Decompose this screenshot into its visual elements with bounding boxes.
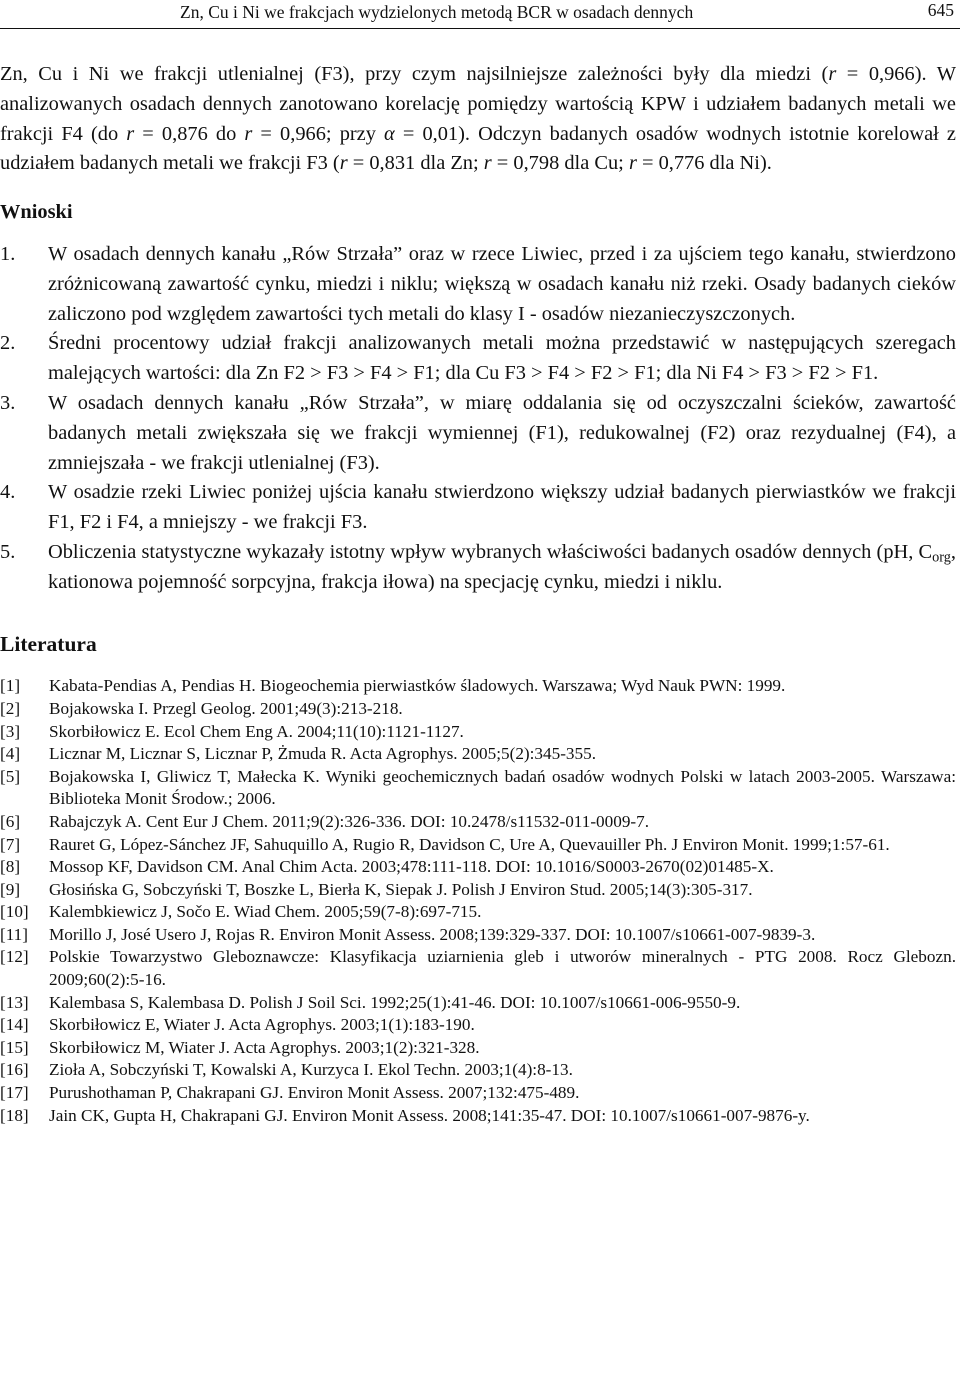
reference-item [0,698,956,721]
reference-text: Kalembkiewicz J, Sočo E. Wiad Chem. 2005;59(7-8):697-715. [49,902,482,922]
reference-number: [11] [0,924,28,944]
reference-item [0,811,956,834]
symbol-r: r [483,152,492,175]
reference-item [0,721,956,744]
reference-item [0,1037,956,1060]
reference-item [0,901,956,924]
reference-number: [7] [0,834,21,854]
intro-text-4: = 0,966; przy [252,122,385,145]
reference-number: [1] [0,676,21,696]
intro-text-6: = 0,831 dla Zn; [347,152,484,175]
reference-number: [10] [0,902,29,922]
intro-text-8: = 0,776 dla Ni). [636,152,772,175]
reference-text: Mossop KF, Davidson CM. Anal Chim Acta. 2003;478:111-118. DOI: 10.1016/S0003-2670(02)01485-X. [49,857,774,877]
reference-item [0,879,956,902]
reference-text: Kabata-Pendias A, Pendias H. Biogeochemia pierwiastków śladowych. Warszawa; Wyd Nauk PWN: 1999. [49,676,786,696]
reference-number: [9] [0,879,21,899]
reference-text: Kalembasa S, Kalembasa D. Polish J Soil Sci. 1992;25(1):41-46. DOI: 10.1007/s10661-006-9550-9. [49,992,741,1012]
symbol-r: r [339,152,348,175]
reference-number: [14] [0,1015,29,1035]
symbol-r: r [828,63,837,85]
symbol-r: r [244,122,253,145]
conclusion-number: 4. [0,481,16,504]
conclusion-number: 5. [0,540,16,563]
conclusion-text: Średni procentowy udział frakcji analizowanych metali można przedstawić w następujących szeregach malejących wartości: dla Zn F2 > F3 > F4 > F1; dla Cu F3 > F4 > F2 > F1; dla Ni F4 > F3 > F2 > F1. [48,332,956,385]
reference-item [0,1105,956,1128]
reference-text: Bojakowska I, Gliwicz T, Małecka K. Wyniki geochemicznych badań osadów wodnych Polski w latach 2003-2005. Warszawa: Biblioteka Monit Środow.; 2006. [49,766,956,809]
reference-item [0,743,956,766]
reference-text: Głosińska G, Sobczyński T, Boszke L, Bierła K, Siepak J. Polish J Environ Stud. 2005;14(3):305-317. [49,879,753,899]
reference-number: [12] [0,947,29,967]
reference-number: [2] [0,698,21,718]
reference-text: Bojakowska I. Przegl Geolog. 2001;49(3):213-218. [49,698,403,718]
reference-number: [6] [0,811,21,831]
conclusion-number: 3. [0,391,16,414]
conclusions-heading: Wnioski [0,201,73,224]
reference-number: [3] [0,721,21,741]
reference-text: Zioła A, Sobczyński T, Kowalski A, Kurzyca I. Ekol Techn. 2003;1(4):8-13. [49,1060,573,1080]
reference-item [0,1082,956,1105]
reference-text: Morillo J, José Usero J, Rojas R. Environ Monit Assess. 2008;139:329-337. DOI: 10.1007/s10661-007-9839-3. [49,924,816,944]
reference-text: Purushothaman P, Chakrapani GJ. Environ Monit Assess. 2007;132:475-489. [49,1083,580,1103]
conclusions-list [0,240,956,598]
reference-item [0,675,956,698]
intro-text-7: = 0,798 dla Cu; [491,152,629,175]
reference-number: [17] [0,1083,29,1103]
symbol-r: r [126,122,135,145]
symbol-r: r [628,152,637,175]
literature-heading: Literatura [0,631,97,656]
reference-text: Jain CK, Gupta H, Chakrapani GJ. Environ Monit Assess. 2008;141:35-47. DOI: 10.1007/s10661-007-9876-y. [49,1105,810,1125]
reference-number: [16] [0,1060,29,1080]
reference-text: Skorbiłowicz E. Ecol Chem Eng A. 2004;11(10):1121-1127. [49,721,464,741]
conclusion-text: W osadach dennych kanału „Rów Strzała” oraz w rzece Liwiec, przed i za ujściem tego kanału, stwierdzono zróżnicowaną zawartość cynku, miedzi i niklu; większą w osadach kanału niż rzeki. Osady badanych cieków zaliczono pod względem zawartości tych metali do klasy I - osadów niezanieczyszczonych. [48,242,956,325]
reference-number: [18] [0,1105,29,1125]
reference-number: [4] [0,744,21,764]
symbol-alpha: α [384,122,395,145]
conclusion-item [0,389,956,478]
subscript-org: org [932,549,951,566]
page-number: 645 [927,0,954,20]
conclusion-item [0,538,956,598]
reference-text: Licznar M, Licznar S, Licznar P, Żmuda R. Acta Agrophys. 2005;5(2):345-355. [49,744,597,764]
intro-text-2: = 0,966). W analizowanych osadach dennych zanotowano korelację pomiędzy wartością KPW i udziałem badanych metali we frakcji F4 (do [0,63,956,145]
conclusion-text-part: , kationowa pojemność sorpcyjna, frakcja iłowa) na specjację cynku, miedzi i niklu. [48,540,956,593]
conclusion-text: W osadach dennych kanału „Rów Strzała”, w miarę oddalania się od oczyszczalni ścieków, zawartość badanych metali zwiększała się we frakcji wymiennej (F1), redukowalnej (F2) oraz rezydualnej (F4), a zmniejszała - we frakcji utlenialnej (F3). [48,391,956,474]
conclusion-number: 2. [0,332,16,355]
reference-item [0,924,956,947]
reference-number: [13] [0,992,29,1012]
running-title: Zn, Cu i Ni we frakcjach wydzielonych metodą BCR w osadach dennych [180,2,694,22]
header-divider [0,28,960,29]
reference-item [0,834,956,857]
reference-number: [8] [0,857,21,877]
intro-text-5: = 0,01). Odczyn badanych osadów wodnych istotnie korelował z udziałem badanych metali we frakcji F3 ( [0,122,956,175]
conclusion-item [0,478,956,538]
reference-text: Polskie Towarzystwo Gleboznawcze: Klasyfikacja uziarnienia gleb i utworów mineralnych - PTG 2008. Rocz Glebozn. 2009;60(2):5-16. [49,947,956,990]
intro-paragraph [0,60,956,179]
reference-item [0,1059,956,1082]
intro-text-3: = 0,876 do [134,122,245,145]
reference-list [0,675,956,1127]
conclusion-item [0,240,956,329]
reference-text: Skorbiłowicz M, Wiater J. Acta Agrophys. 2003;1(2):321-328. [49,1037,480,1057]
reference-text: Rabajczyk A. Cent Eur J Chem. 2011;9(2):326-336. DOI: 10.2478/s11532-011-0009-7. [49,811,650,831]
reference-item [0,1014,956,1037]
reference-item [0,946,956,991]
running-header [0,0,960,40]
conclusion-item [0,329,956,389]
conclusion-text: W osadzie rzeki Liwiec poniżej ujścia kanału stwierdzono większy udział badanych pierwiastków we frakcji F1, F2 i F4, a mniejszy - we frakcji F3. [48,481,956,534]
reference-text: Rauret G, López-Sánchez JF, Sahuquillo A, Rugio R, Davidson C, Ure A, Quevauiller Ph. J Environ Monit. 1999;1:57-61. [49,834,890,854]
page-body [0,60,956,1127]
conclusion-text [48,541,956,593]
reference-text: Skorbiłowicz E, Wiater J. Acta Agrophys. 2003;1(1):183-190. [49,1015,475,1035]
intro-text-1: Zn, Cu i Ni we frakcji utlenialnej (F3), przy czym najsilniejsze zależności były dla miedzi ( [0,63,829,85]
reference-number: [15] [0,1037,29,1057]
conclusion-number: 1. [0,242,16,265]
conclusion-text-part: Obliczenia statystyczne wykazały istotny wpływ wybranych właściwości badanych osadów dennych (pH, C [48,540,933,563]
reference-number: [5] [0,766,21,786]
reference-item [0,856,956,879]
reference-item [0,992,956,1015]
reference-item [0,766,956,811]
